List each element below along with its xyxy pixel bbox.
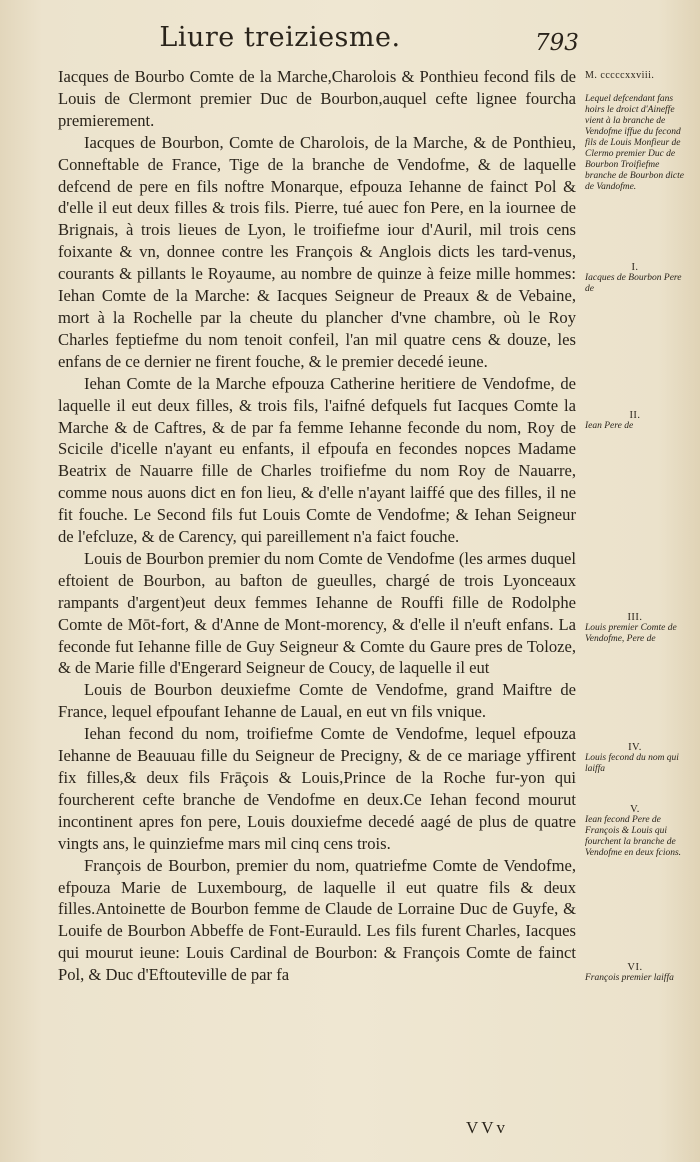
generation-numeral: II.	[629, 410, 641, 421]
margin-note-text: M. cccccxxviii.	[585, 70, 655, 81]
margin-note-generation-1	[585, 262, 685, 295]
margin-note-text: Iacques de Bourbon Pere de	[585, 273, 682, 294]
margin-note-generation-3	[585, 612, 685, 645]
generation-numeral: I.	[631, 262, 639, 273]
paragraph: François de Bourbon, premier du nom, quatriefme Comte de Vendofme, efpouza Marie de Luxembourg, de laquelle il eut quatre fils & deux filles.Antoinette de Bourbon femme de Claude de Lorraine Duc de Guyfe, & Louife de Bourbon Abbeffe de Font-Eurauld. Les fils furent Charles, Iacques qui mourut ieune: Louis Cardinal de Bourbon: & François Comte de fainct Pol, & Duc d'Eftouteville de par fa	[58, 855, 576, 985]
margin-note-generation-5	[585, 804, 685, 859]
margin-note-year	[585, 70, 685, 81]
generation-numeral: VI.	[627, 962, 643, 973]
page-number: 793	[535, 30, 579, 56]
generation-numeral: IV.	[628, 742, 642, 753]
margin-note-generation-6	[585, 962, 685, 984]
margin-note-lineage	[585, 94, 685, 193]
paragraph: Iehan Comte de la Marche efpouza Catherine heritiere de Vendofme, de laquelle il eut deux filles, & trois fils, l'aifné defquels fut Iacques Comte la Marche & de Caftres, & de par fa femme Iehanne feconde du nom, Roy de Scicile d'icelle n'ayant eu enfants, il efpoufa en fecondes nopces Madame Beatrix de Nauarre fille de Charles troifiefme du nom Roy de Nauarre, comme nous auons dict en fon lieu, & d'elle n'ayant laiffé que des filles, il ne fit fouche. Le Second fils fut Louis Comte de Vendofme; & Iehan Seigneur de l'efcluze, & de Carency, qui pareillement n'a faict fouche.	[58, 373, 576, 547]
main-text-column	[58, 66, 576, 986]
margin-note-text: Iean Pere de	[585, 421, 634, 431]
paragraph: Louis de Bourbon premier du nom Comte de Vendofme (les armes duquel eftoient de Bourbon, au bafton de gueulles, chargé de trois Lyonceaux rampants d'argent)eut deux femmes Iehanne de Rouffi fille de Rodolphe Comte de Mōt-fort, & d'Anne de Mont-morency, & d'elle il n'euft enfans. La feconde fut Iehanne fille de Guy Seigneur & Comte du Gaure pres de Toloze, & de Marie fille d'Engerard Seigneur de Coucy, de laquelle il eut	[58, 548, 576, 678]
paragraph: Iacques de Bourbon, Comte de Charolois, de la Marche, & de Ponthieu, Conneftable de France, Tige de la branche de Vendofme, & de laquelle defcend de pere en fils noftre Monarque, efpouza Iehanne de fainct Pol & d'elle il eut deux filles & trois fils. Pierre, tué auec fon Pere, en la iournee de Brignais, à trois lieues de Lyon, le troifiefme iour d'Auril, mil trois cens foixante & vn, donnee contre les François & Anglois dicts les tard-venus, courants & pillants le Royaume, au nombre de quinze à feize mille hommes: Iehan Comte de la Marche: & Iacques Seigneur de Preaux & de Vebaine, mort à la Rochelle par la cheute du plancher d'vne chambre, où le Roy Charles feptiefme du nom tenoit confeil, l'an mil quatre cens & douze, les enfans de ce dernier ne firent fouche, & le premier decedé ieune.	[58, 132, 576, 371]
margin-note-generation-2	[585, 410, 685, 432]
running-header-title: Liure treiziesme.	[159, 22, 401, 53]
paragraph: Louis de Bourbon deuxiefme Comte de Vendofme, grand Maiftre de France, lequel efpoufant Iehanne de Laual, en eut vn fils vnique.	[58, 680, 576, 722]
margin-note-text: François premier laiffa	[585, 973, 674, 983]
paragraph: Iehan fecond du nom, troifiefme Comte de Vendofme, lequel efpouza Iehanne de Beauuau fille du Seigneur de Precigny, & de ce mariage yffirent fix filles,& deux fils Frāçois & Louis,Prince de la Roche fur-yon qui fourcherent cefte branche de Vendofme en deux.Ce Iehan fecond mourut incontinent apres fon pere, Louis douxiefme decedé aagé de plus de quatre vingts ans, le quinziefme mars mil cinq cens trois.	[58, 724, 576, 853]
generation-numeral: III.	[627, 612, 643, 623]
margin-note-generation-4	[585, 742, 685, 775]
generation-numeral: V.	[630, 804, 640, 815]
margin-note-text: Louis premier Comte de Vendofme, Pere de	[585, 623, 677, 644]
paragraph: Iacques de Bourbo Comte de la Marche,Charolois & Ponthieu fecond fils de Louis de Clermont premier Duc de Bourbon,auquel cefte lignee fourcha premierement.	[58, 67, 576, 130]
margin-note-text: Louis fecond du nom qui laiffa	[585, 753, 679, 774]
margin-note-text: Lequel defcendant fans hoirs le droict d'Aineffe vient à la branche de Vendofme iffue du fecond fils de Louis Monfieur de Clermo premier Duc de Bourbon Troifiefme branche de Bourbon dicte de Vandofme.	[585, 94, 684, 192]
signature-catchword: VVv	[466, 1118, 509, 1137]
margin-note-text: Iean fecond Pere de François & Louis qui fourchent la branche de Vendofme en deux fcions.	[585, 815, 682, 858]
